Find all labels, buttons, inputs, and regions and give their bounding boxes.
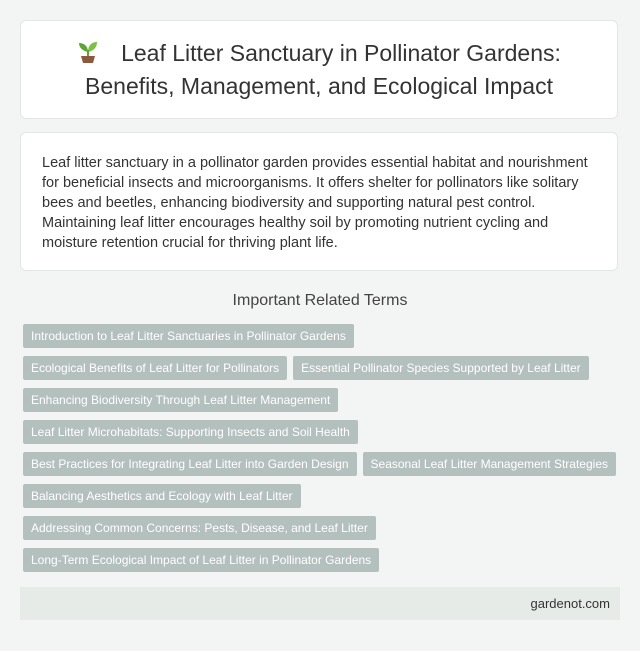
related-terms-list: [23, 324, 623, 580]
title-card: [20, 20, 618, 119]
related-term-tag[interactable]: Introduction to Leaf Litter Sanctuaries in Pollinator Gardens: [23, 324, 354, 348]
summary-card: [20, 132, 618, 271]
related-terms-heading: Important Related Terms: [232, 292, 408, 309]
tag-row: [23, 484, 623, 508]
footer: [20, 587, 620, 620]
tag-row: [23, 548, 623, 572]
tag-row: [23, 388, 623, 412]
related-term-tag[interactable]: Leaf Litter Microhabitats: Supporting Insects and Soil Health: [23, 420, 358, 444]
page-title: [49, 38, 589, 101]
related-term-tag[interactable]: Balancing Aesthetics and Ecology with Leaf Litter: [23, 484, 301, 508]
summary-text: Leaf litter sanctuary in a pollinator garden provides essential habitat and nourishment for beneficial insects and microorganisms. It offers shelter for pollinators like solitary bees and beetles, enhancing biodiversity and supporting natural pest control. Maintaining leaf litter encourages healthy soil by promoting nutrient cycling and moisture retention crucial for thriving plant life.: [42, 155, 588, 251]
tag-row: [23, 356, 623, 380]
related-term-tag[interactable]: Seasonal Leaf Litter Management Strategies: [363, 452, 616, 476]
related-term-tag[interactable]: Long-Term Ecological Impact of Leaf Litter in Pollinator Gardens: [23, 548, 379, 572]
related-term-tag[interactable]: Ecological Benefits of Leaf Litter for Pollinators: [23, 356, 287, 380]
related-term-tag[interactable]: Best Practices for Integrating Leaf Litter into Garden Design: [23, 452, 357, 476]
tag-row: [23, 516, 623, 540]
tag-row: [23, 420, 623, 444]
related-term-tag[interactable]: Essential Pollinator Species Supported by Leaf Litter: [293, 356, 589, 380]
tag-row: [23, 324, 623, 348]
footer-site-link[interactable]: gardenot.com: [530, 596, 610, 611]
page-title-text: Leaf Litter Sanctuary in Pollinator Gardens: Benefits, Management, and Ecological Impact: [85, 40, 561, 99]
related-term-tag[interactable]: Addressing Common Concerns: Pests, Disease, and Leaf Litter: [23, 516, 376, 540]
sprout-icon: [77, 40, 99, 71]
tag-row: [23, 452, 623, 476]
related-term-tag[interactable]: Enhancing Biodiversity Through Leaf Litter Management: [23, 388, 338, 412]
